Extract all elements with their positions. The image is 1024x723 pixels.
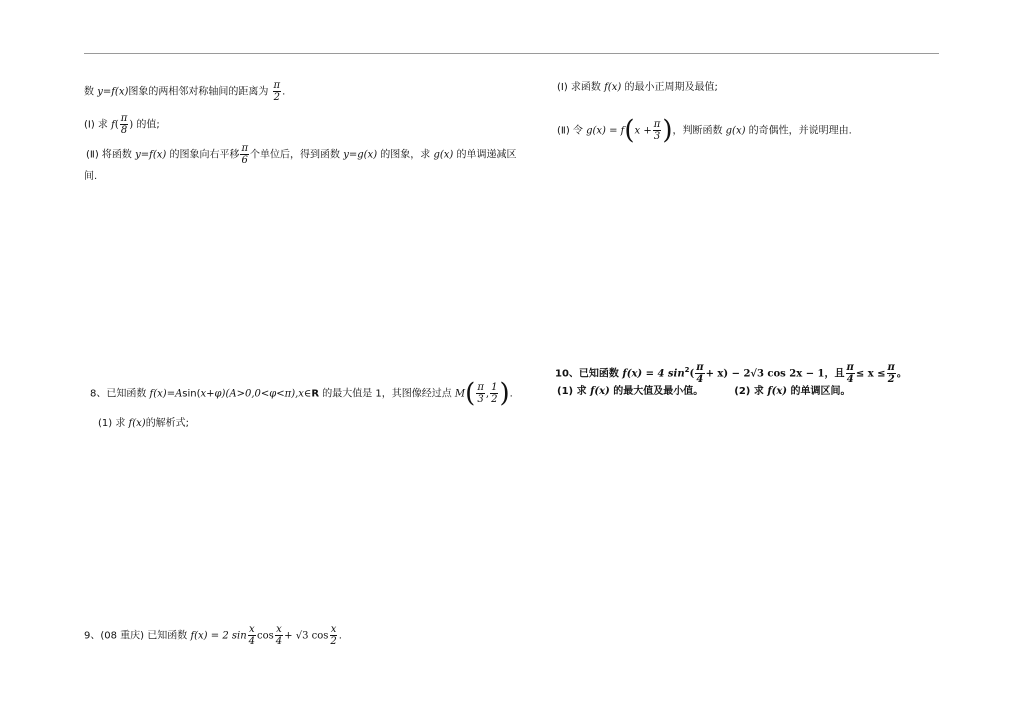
left-question-part-1: (Ⅰ) 求 f( $\frac{\pi}{8}$ ) 的值; [84, 113, 160, 136]
fraction-pi-over-2-b: $\frac{\pi}{2}$ [887, 362, 895, 385]
fraction-pi-over-4: $\frac{\pi}{4}$ [696, 362, 704, 385]
left-line-1: 数 y=f(x)图象的两相邻对称轴间的距离为 $\frac{\pi}{2}$ . [84, 80, 286, 103]
right-question-part-2: (Ⅱ) 令 g(x) = f(x + $\frac{\pi}{3}$ )，判断函数 g(x) 的奇偶性，并说明理由. [557, 115, 852, 146]
fraction-x-over-2: $\frac{x}{2}$ [330, 624, 337, 647]
fraction-x-over-4-b: $\frac{x}{4}$ [275, 624, 283, 647]
fraction-pi-over-2: $\frac{\pi}{2}$ [273, 80, 281, 103]
right-question-part-1: (Ⅰ) 求函数 f(x) 的最小正周期及最值; [557, 82, 718, 93]
fraction-pi-over-8: $\frac{\pi}{8}$ [120, 113, 128, 136]
fraction-pi-over-6: $\frac{\pi}{6}$ [241, 143, 249, 166]
question-10: 10、已知函数 f(x) = 4 $\sin^2$( $\frac{\pi}{4}$ + x) − 2√3 cos 2x − 1，且 $\frac{\pi}{4}$ ≤ x ≤ $\frac{\pi}{2}$ 。 [555, 362, 907, 385]
question-8: 8、已知函数 f(x)=Asin(x+φ)(A>0,0<φ<π),x∈R 的最大值是 1，其图像经过点 M( $\frac{\pi}{3}$ , $\frac{1}{2}$ ). [90, 378, 513, 409]
question-8-part-1: (1) 求 f(x)的解析式; [98, 418, 190, 429]
left-line-4: 间. [84, 171, 98, 182]
fraction-pi-over-3: $\frac{\pi}{3}$ [477, 382, 484, 405]
header-rule [84, 53, 939, 54]
fraction-1-over-2: $\frac{1}{2}$ [491, 382, 498, 405]
question-9: 9、(08 重庆) 已知函数 f(x) = 2 sin $\frac{x}{4}$ cos $\frac{x}{4}$ + √3 cos $\frac{x}{2}$ . [84, 624, 342, 647]
fraction-pi-over-4-b: $\frac{\pi}{4}$ [846, 362, 854, 385]
question-10-parts: (1) 求 f(x) 的最大值及最小值。 (2) 求 f(x) 的单调区间。 [557, 386, 851, 397]
fraction-pi-over-3-b: $\frac{\pi}{3}$ [653, 119, 661, 142]
fraction-x-over-4: $\frac{x}{4}$ [248, 624, 256, 647]
left-question-part-2: (Ⅱ) 将函数 y=f(x) 的图象向右平移 $\frac{\pi}{6}$ 个单位后，得到函数 y=g(x) 的图象，求 g(x) 的单调递减区 [86, 143, 517, 166]
